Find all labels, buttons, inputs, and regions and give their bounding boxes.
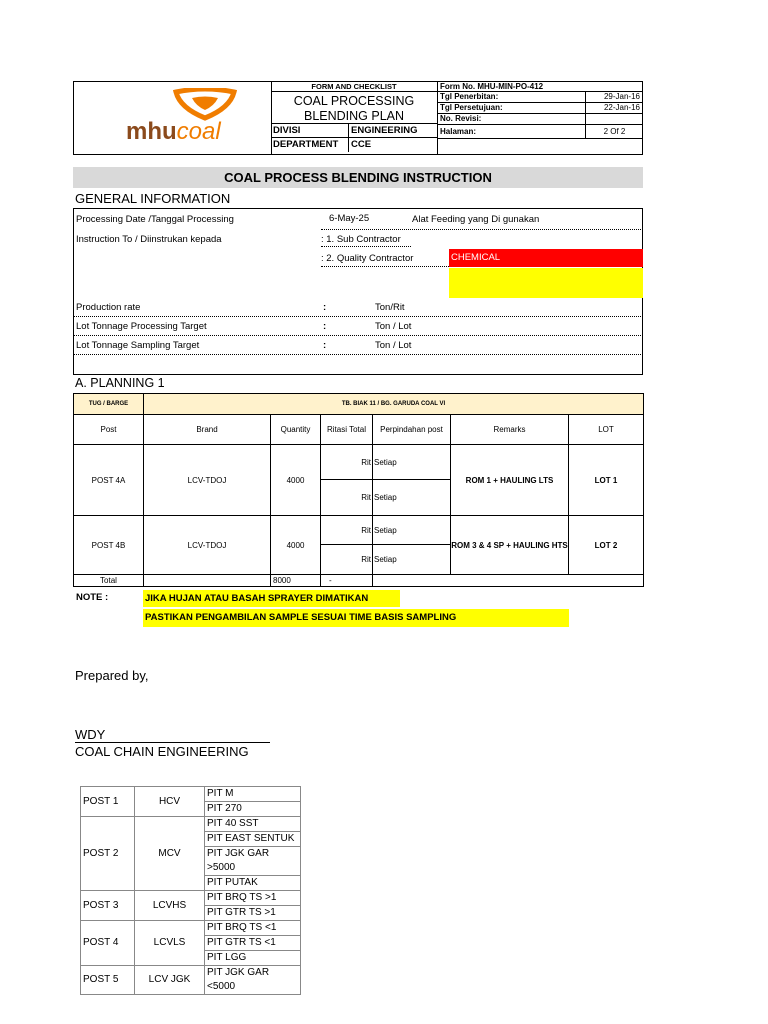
pit-name-cell: PIT PUTAK <box>205 876 301 891</box>
pit-name-cell: PIT GTR TS <1 <box>205 936 301 951</box>
chemical-badge: CHEMICAL <box>449 249 643 267</box>
divisi-label: DIVISI <box>271 124 349 137</box>
lot-processing-label: Lot Tonnage Processing Target <box>76 321 207 332</box>
halaman-value: 2 Of 2 <box>603 127 626 136</box>
table-row <box>74 516 644 545</box>
pit-name-cell: PIT BRQ TS <1 <box>205 921 301 936</box>
remarks-cell: ROM 3 & 4 SP + HAULING HTS <box>451 516 569 575</box>
pit-brand-cell: HCV <box>135 787 205 817</box>
column-header: Post <box>74 415 144 445</box>
dotted-line <box>321 229 643 230</box>
pit-post-cell: POST 3 <box>81 891 135 921</box>
dotted-line <box>74 354 643 355</box>
title-line1: COAL PROCESSING <box>293 94 415 108</box>
post-cell: POST 4B <box>74 516 144 575</box>
setiap-cell: Setiap <box>373 480 451 516</box>
preparer-name: WDY <box>75 727 270 743</box>
form-title <box>271 92 437 124</box>
quantity-cell: 4000 <box>271 445 321 516</box>
logo-text-coal: coal <box>176 118 221 145</box>
brand-cell: LCV-TDOJ <box>144 445 271 516</box>
table-row <box>74 445 644 480</box>
total-value: 8000 <box>271 575 321 587</box>
prepared-by-label: Prepared by, <box>75 668 149 683</box>
colon: : <box>323 302 327 313</box>
pits-table <box>80 786 301 995</box>
pit-post-cell: POST 4 <box>81 921 135 966</box>
pit-name-cell: PIT GTR TS >1 <box>205 906 301 921</box>
tug-barge-value: TB. BIAK 11 / BG. GARUDA COAL VI <box>144 394 644 415</box>
note-label: NOTE : <box>76 592 109 603</box>
setiap-cell: Setiap <box>373 545 451 575</box>
brand-cell: LCV-TDOJ <box>144 516 271 575</box>
sub-contractor: : 1. Sub Contractor <box>321 234 401 245</box>
title-line2: BLENDING PLAN <box>303 109 405 123</box>
table-row <box>81 787 301 802</box>
total-row <box>74 575 644 587</box>
general-info-box <box>73 208 643 375</box>
pit-name-cell: PIT JGK GAR <5000 <box>205 966 301 995</box>
department-value: CCE <box>351 139 372 150</box>
total-label: Total <box>74 575 144 587</box>
remarks-cell: ROM 1 + HAULING LTS <box>451 445 569 516</box>
rit-cell: Rit <box>321 445 373 480</box>
form-number: Form No. MHU-MIN-PO-412 <box>438 82 643 92</box>
table-row <box>81 891 301 906</box>
pit-brand-cell: LCV JGK <box>135 966 205 995</box>
production-rate-label: Production rate <box>76 302 141 313</box>
pit-brand-cell: LCVLS <box>135 921 205 966</box>
tgl-penerbitan-label: Tgl Penerbitan: <box>438 92 586 102</box>
colon: : <box>323 321 327 332</box>
form-label: FORM AND CHECKLIST <box>271 82 437 92</box>
quality-contractor: : 2. Quality Contractor <box>321 253 414 264</box>
pit-name-cell: PIT 270 <box>205 802 301 817</box>
department-label: DEPARTMENT <box>271 138 349 152</box>
pit-post-cell: POST 2 <box>81 817 135 891</box>
setiap-cell: Setiap <box>373 516 451 545</box>
table-header-row <box>74 415 644 445</box>
instruction-title: COAL PROCESS BLENDING INSTRUCTION <box>73 167 643 188</box>
column-header: Brand <box>144 415 271 445</box>
general-info-title: GENERAL INFORMATION <box>75 191 231 206</box>
pit-post-cell: POST 1 <box>81 787 135 817</box>
table-row <box>81 966 301 995</box>
lot-processing-unit: Ton / Lot <box>375 321 412 332</box>
production-rate-unit: Ton/Rit <box>375 302 405 313</box>
dotted-line <box>74 316 643 317</box>
tug-barge-label: TUG / BARGE <box>74 394 144 415</box>
rit-cell: Rit <box>321 516 373 545</box>
divisi-row <box>271 124 437 138</box>
rit-cell: Rit <box>321 480 373 516</box>
rit-cell: Rit <box>321 545 373 575</box>
pit-name-cell: PIT 40 SST <box>205 817 301 832</box>
department-row <box>271 138 437 152</box>
form-header <box>73 81 643 155</box>
pit-post-cell: POST 5 <box>81 966 135 995</box>
pit-name-cell: PIT M <box>205 787 301 802</box>
pit-brand-cell: MCV <box>135 817 205 891</box>
logo-text-mhu: mhu <box>126 118 177 145</box>
note-line1: JIKA HUJAN ATAU BASAH SPRAYER DIMATIKAN <box>143 590 400 607</box>
processing-date-value: 6-May-25 <box>329 213 370 224</box>
title-cell <box>271 82 438 154</box>
column-header: Quantity <box>271 415 321 445</box>
column-header: LOT <box>569 415 644 445</box>
post-cell: POST 4A <box>74 445 144 516</box>
no-revisi-label: No. Revisi: <box>438 114 586 124</box>
dotted-line <box>321 266 449 267</box>
meta-cell <box>438 82 643 154</box>
halaman-label: Halaman: <box>438 125 586 138</box>
note-line2: PASTIKAN PENGAMBILAN SAMPLE SESUAI TIME BASIS SAMPLING <box>143 609 569 627</box>
preparer-role: COAL CHAIN ENGINEERING <box>75 744 249 759</box>
pit-name-cell: PIT EAST SENTUK <box>205 832 301 847</box>
tgl-persetujuan-value: 22-Jan-16 <box>603 103 640 112</box>
total-dash: - <box>321 575 373 587</box>
table-row <box>81 921 301 936</box>
no-revisi-row <box>438 114 643 125</box>
tug-barge-row <box>74 394 644 415</box>
tgl-penerbitan-value: 29-Jan-16 <box>603 92 640 101</box>
tgl-persetujuan-row <box>438 103 643 114</box>
pit-brand-cell: LCVHS <box>135 891 205 921</box>
alat-feeding-label: Alat Feeding yang Di gunakan <box>412 214 540 225</box>
column-header: Perpindahan post <box>373 415 451 445</box>
colon: : <box>323 340 327 351</box>
pit-name-cell: PIT BRQ TS >1 <box>205 891 301 906</box>
quantity-cell: 4000 <box>271 516 321 575</box>
logo-text <box>126 118 221 146</box>
setiap-cell: Setiap <box>373 445 451 480</box>
table-row <box>81 817 301 832</box>
dotted-line <box>321 246 411 247</box>
planning-title: A. PLANNING 1 <box>75 376 165 390</box>
yellow-field <box>449 268 643 298</box>
column-header: Ritasi Total <box>321 415 373 445</box>
pit-name-cell: PIT LGG <box>205 951 301 966</box>
processing-date-label: Processing Date /Tanggal Processing <box>76 214 234 225</box>
column-header: Remarks <box>451 415 569 445</box>
lot-sampling-unit: Ton / Lot <box>375 340 412 351</box>
pit-name-cell: PIT JGK GAR >5000 <box>205 847 301 876</box>
instruction-to-label: Instruction To / Diinstrukan kepada <box>76 234 222 245</box>
planning-table <box>73 393 644 587</box>
lot-cell: LOT 1 <box>569 445 644 516</box>
lot-cell: LOT 2 <box>569 516 644 575</box>
tgl-penerbitan-row <box>438 92 643 103</box>
divisi-value: ENGINEERING <box>351 125 418 136</box>
halaman-row <box>438 125 643 139</box>
logo-cell <box>74 82 272 154</box>
tgl-persetujuan-label: Tgl Persetujuan: <box>438 103 586 113</box>
dotted-line <box>74 335 643 336</box>
lot-sampling-label: Lot Tonnage Sampling Target <box>76 340 200 351</box>
